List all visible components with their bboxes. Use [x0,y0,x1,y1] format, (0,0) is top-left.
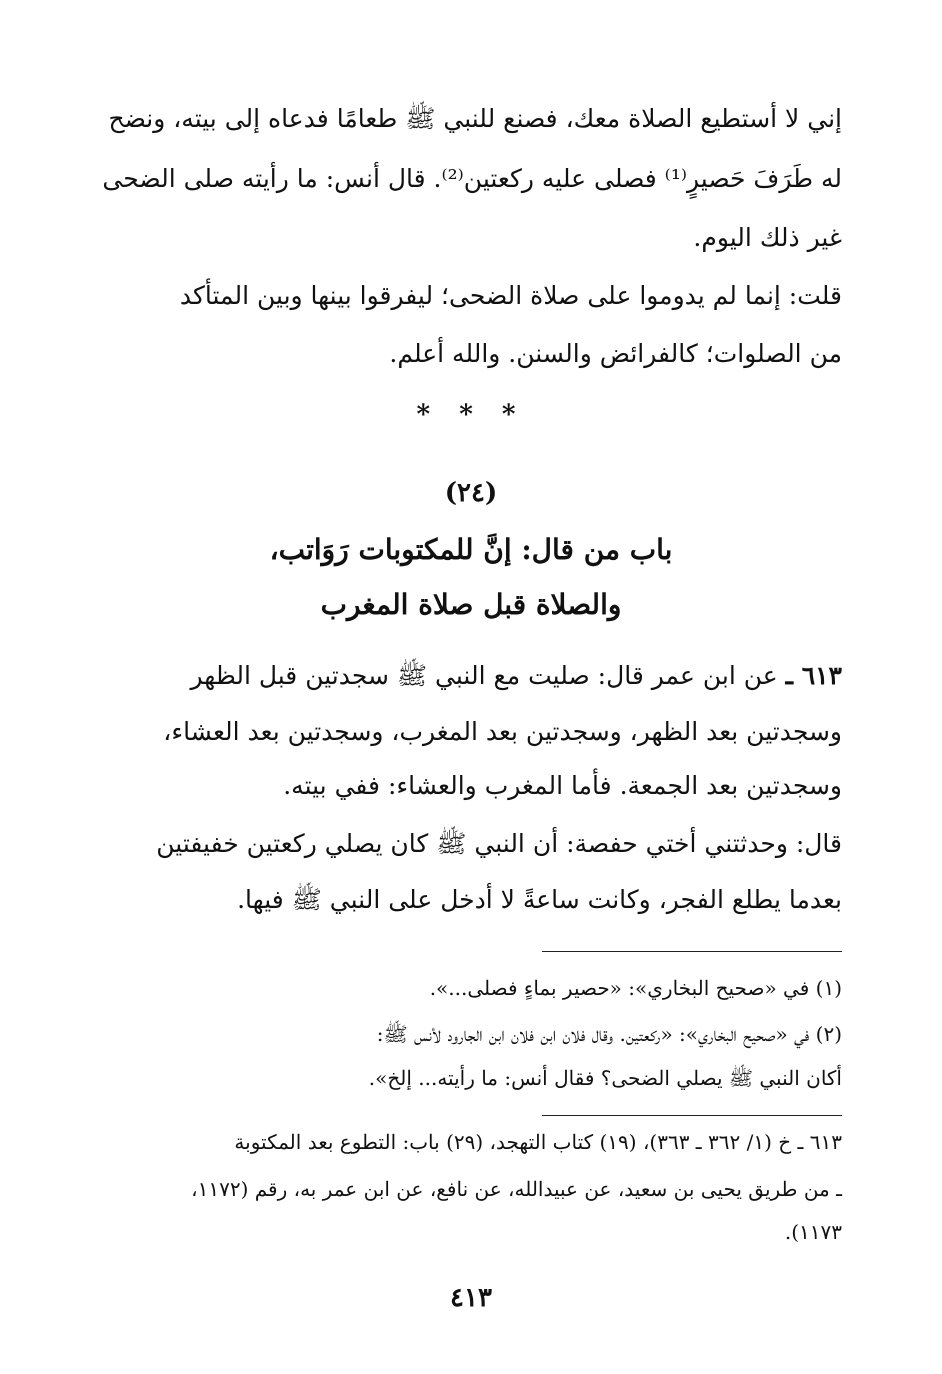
hadith-line-1-text: عن ابن عمر قال: صليت مع النبي ﷺ سجدتين قبل الظهر [190,661,778,690]
chapter-title-line-1: باب من قال: إنَّ للمكتوبات رَوَاتب، [269,533,673,566]
chapter-title-line-2: والصلاة قبل صلاة المغرب [320,588,622,621]
takhrij-line-1: ٦١٣ ـ خ (١/ ٣٦٢ ـ ٣٦٣)، (١٩) كتاب التهجد، (٢٩) باب: التطوع بعد المكتوبة [234,1130,842,1154]
paragraph3-line-2: بعدما يطلع الفجر، وكانت ساعةً لا أدخل على النبي ﷺ فيها. [237,885,842,914]
takhrij-divider [542,1115,842,1116]
hadith-line-3: وسجدتين بعد الجمعة. فأما المغرب والعشاء: ففي بيته. [283,771,842,800]
footnote-1: (١) في «صحيح البخاري»: «حصير بماءٍ فصلى...». [429,976,842,1000]
paragraph1-line-1: إني لا أستطيع الصلاة معك، فصنع للنبي ﷺ طعامًا فدعاه إلى بيته، ونضح [108,104,842,133]
footnote-2-line-2: أكان النبي ﷺ يصلي الضحى؟ فقال أنس: ما رأيته... إلخ». [368,1066,842,1090]
paragraph1-line-3: غير ذلك اليوم. [693,223,842,252]
section-separator: * * * [416,400,526,430]
paragraph2-line-2: من الصلوات؛ كالفرائض والسنن. والله أعلم. [389,339,842,368]
paragraph1-line-2: له طَرَفَ حَصيرٍ⁽¹⁾ فصلى عليه ركعتين⁽²⁾. قال أنس: ما رأيته صلى الضحى [102,164,842,193]
paragraph2-line-1: قلت: إنما لم يدوموا على صلاة الضحى؛ ليفرقوا بينها وبين المتأكد [179,281,842,310]
footnote-2-line-1: (٢) في «صحيح البخاري»: «ركعتين. وقال فلان ابن فلان ابن الجارود لأنس ﷺ: [376,1022,842,1046]
footnote-divider [542,951,842,952]
hadith-number: ٦١٣ ـ [785,661,842,690]
chapter-number: (٢٤) [444,478,498,508]
takhrij-line-3: ١١٧٣). [784,1220,842,1244]
hadith-line-1 [132,660,842,692]
page-number: ٤١٣ [450,1283,492,1313]
takhrij-line-2: ـ من طريق يحيى بن سعيد، عن عبيدالله، عن نافع، عن ابن عمر به، رقم (١١٧٢، [191,1177,842,1201]
hadith-line-2: وسجدتين بعد الظهر، وسجدتين بعد المغرب، وسجدتين بعد العشاء، [163,717,842,746]
paragraph3-line-1: قال: وحدثتني أختي حفصة: أن النبي ﷺ كان يصلي ركعتين خفيفتين [156,829,842,858]
